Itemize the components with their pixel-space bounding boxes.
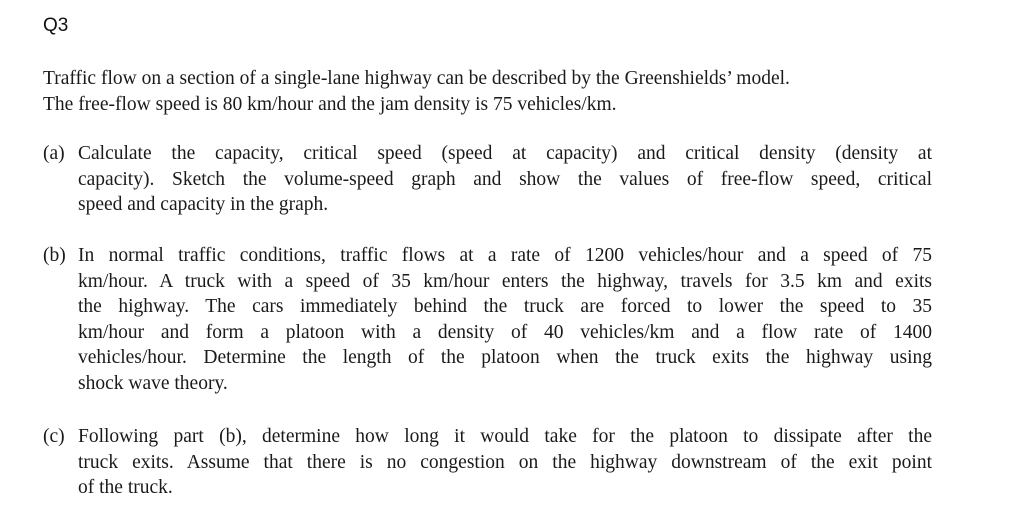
part-b-line-6: shock wave theory. xyxy=(78,372,228,394)
part-b-line-1: In normal traffic conditions, traffic flows at a rate of 1200 vehicles/hour and a speed of 75 xyxy=(78,245,932,266)
part-a-line-1: Calculate the capacity, critical speed (speed at capacity) and critical density (density at xyxy=(78,143,932,164)
part-b-line-4: km/hour and form a platoon with a density of 40 vehicles/km and a flow rate of 1400 xyxy=(78,321,932,343)
part-a-line-2: capacity). Sketch the volume-speed graph and show the values of free-flow speed, critical xyxy=(78,168,932,190)
part-c-label: (c) xyxy=(43,426,65,447)
part-c-line-1: Following part (b), determine how long it would take for the platoon to dissipate after the xyxy=(78,426,932,447)
part-a xyxy=(43,141,943,218)
part-c xyxy=(43,424,943,501)
part-b-label: (b) xyxy=(43,245,66,266)
intro-line-2: The free-flow speed is 80 km/hour and the jam density is 75 vehicles/km. xyxy=(43,93,617,115)
question-number: Q3 xyxy=(43,15,69,36)
part-b-line-5: vehicles/hour. Determine the length of the platoon when the truck exits the highway using xyxy=(78,347,932,368)
part-a-label: (a) xyxy=(43,143,65,164)
part-b-line-3: the highway. The cars immediately behind the truck are forced to lower the speed to 35 xyxy=(78,296,932,317)
question-intro xyxy=(43,66,943,117)
part-a-line-3: speed and capacity in the graph. xyxy=(78,194,329,215)
part-c-line-3: of the truck. xyxy=(78,477,173,498)
part-c-line-2: truck exits. Assume that there is no congestion on the highway downstream of the exit point xyxy=(78,451,932,473)
intro-line-1: Traffic flow on a section of a single-lane highway can be described by the Greenshields’ model. xyxy=(43,68,790,89)
part-b-line-2: km/hour. A truck with a speed of 35 km/hour enters the highway, travels for 3.5 km and exits xyxy=(78,270,932,292)
part-b xyxy=(43,243,943,396)
